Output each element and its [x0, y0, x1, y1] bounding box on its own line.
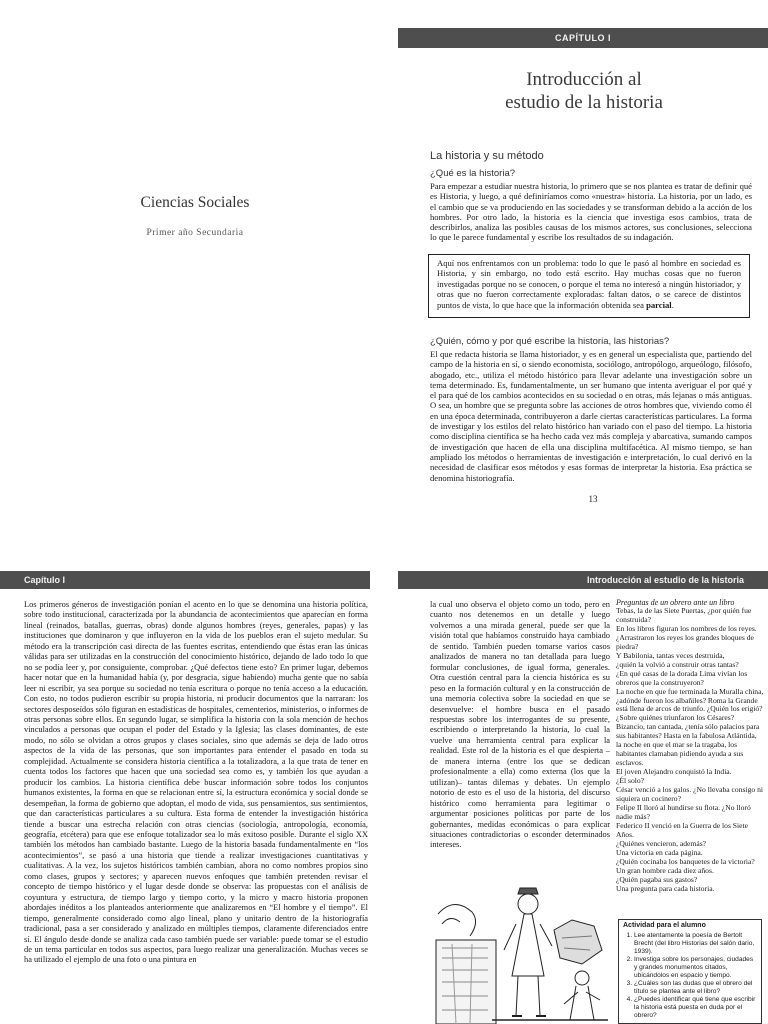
poem-line: ¿En qué casas de la dorada Lima vivían los obreros que la construyeron?	[616, 668, 748, 687]
poem-line: Bizancio, tan cantada, ¿tenía sólo palacios para sus habitantes? Hasta en la fabulosa Atlántida,	[616, 722, 760, 741]
poem-line: Una victoria en cada página.	[616, 847, 703, 857]
chapter-title	[400, 68, 768, 114]
poem-line: Y Babilonia, tantas veces destruida,	[616, 650, 725, 660]
poem-line: ¿adónde fueron los albañiles? Roma la Grande	[616, 695, 758, 705]
poem-line: Una pregunta para cada historia.	[616, 883, 715, 893]
page-2	[0, 512, 768, 1024]
activity-item: 3. ¿Cuáles son las dudas que el obrero del título se plantea ante el libro?	[634, 980, 757, 996]
poem-line: Federico II venció en la Guerra de los Siete Años.	[616, 820, 748, 839]
poem-line: ¿Quiénes vencieron, además?	[616, 838, 707, 848]
poem-line: Un gran hombre cada diez años.	[616, 865, 714, 875]
header-left-bar	[0, 571, 370, 589]
chapter-title-line-2: estudio de la historia	[505, 92, 663, 113]
chapter-bar	[398, 28, 768, 48]
cover-title: Ciencias Sociales	[140, 194, 250, 211]
poem-line: ¿quién la volvió a construir otras tantas?	[616, 659, 739, 669]
activity-item: 4. ¿Puedes identificar qué tiene que escribir la historia está puesta en duda por el obrero?	[634, 996, 757, 1020]
activity-title: Actividad para el alumno	[623, 922, 706, 929]
poem-line: está llena de arcos de triunfo. ¿Quién los erigió?	[616, 704, 763, 714]
header-right-bar	[398, 571, 768, 589]
poem-line: ¿Quién pagaba sus gastos?	[616, 874, 698, 884]
activity-list	[623, 932, 757, 1020]
column-1-text: Los primeros géneros de investigación ponían el acento en lo que se denomina una historia política, sobre todo institucional, caracterizada por la abundancia de acontecimientos que aparecían en forma lineal (reinados, batallas, guerras, obras) donde algunos hombres (reyes, generales, papas) y las instituciones que dominaron y que influyeron en la vida de los pueblos eran el sujeto medular. Su método era la transcripción casi directa de las fuentes escritas, entendiendo que éstas eran las únicas válidas para ser utilizadas en la construcción del conocimiento histórico, dejando de lado todo lo que no se podía leer y, por consiguiente, comprobar. ¿Qué defectos tiene esto? En primer lugar, debemos hacer notar que en la humanidad había (y, por desgracia, sigue habiendo) mucha gente que no sabía leer ni escribir, ya sea porque su sociedad no tenía escritura o porque no tenía acceso a la educación. Con esto, no todos pudieron escribir su propia historia, ni producir documentos que la narraran: los sectores desposeídos sólo figuran en estadísticas de hospitales, cementerios, ministerios, o informes de otras personas sobre ellos. En segundo lugar, se simplifica la historia con la sola mención de hechos vinculados a personas que ocupan el poder del Estado y la Iglesia; las clases dominantes, de este modo, no sólo se olvidan a otros grupos y clases sociales, sino que además se deja de lado otros aspectos de la vida de las personas, que son importantes para entender el pasado en toda su complejidad. Actualmente se considera historia científica a la totalizadora, a la que trata de tener en cuenta todos los factores que hacen que una sociedad sea como es, y también los que ayudan a producir los cambios. La historia científica debe buscar información sobre todos los conjuntos humanos existentes, la forma en que se relacionan entre sí, la estructura económica y social donde se desempeñan, la forma de gobierno que adoptan, el modo de vida, sus pensamientos, sus sentimientos, que dan características particulares a su cultura. Esta forma de entender la investigación histórica tiende a buscar una estrecha relación con otras ciencias (sociología, antropología, economía, geografía, etcétera) para que ese enfoque totalizador sea lo más exitoso posible. Durante el siglo XX también los métodos han cambiado bastante. Luego de la historia basada fundamentalmente en “los acontecimientos”, se pasó a una historia que tiende a realizar investigaciones cuantitativas y cualitativas. A la vez, los sujetos históricos también cambian, ahora no como nombres propios sino como clases, grupos y sectores; y aparecen nuevos enfoques que también pretenden revisar el concepto de tiempo histórico y el lugar desde donde se observa: las propuestas con el análisis de coyuntura y estructura, de tiempo largo y tiempo corto, y la micro y macro historia proponen abordajes inéditos a los planteados anteriormente que analizaremos en “El hombre y el tiempo”. El tiempo, generalmente considerado como algo lineal, plano y unitario dentro de la historiografía tradicional, pasa a ser considerado y analizado en múltiples tiempos, claramente diferenciados entre sí. El ángulo desde donde se analiza cada caso también puede ser variable: puede tomar se el estudio de un tema particular en todos sus aspectos, para luego realizar una generalización. Muchas veces se ha utilizado el ejemplo de una foto o una pintura en	[24, 600, 368, 965]
poem-line: ¿Quién cocinaba los banquetes de la victoria?	[616, 856, 755, 866]
worker-illustration	[432, 880, 612, 1024]
poem-line: César venció a los galos. ¿No llevaba consigo ni siquiera un cocinero?	[616, 785, 763, 804]
poem-line: Tebas, la de las Siete Puertas, ¿por quién fue construida?	[616, 606, 752, 624]
poem-line: El joven Alejandro conquistó la India.	[616, 767, 732, 777]
cover-subtitle: Primer año Secundaria	[146, 228, 244, 238]
poem-line: Felipe II lloró al hundirse su flota. ¿No lloró nadie más?	[616, 802, 751, 821]
poem-line: ¿Arrastraron los reyes los grandes bloques de piedra?	[616, 632, 754, 651]
poem	[616, 598, 764, 894]
poem-line: ¿Sobre quiénes triunfaron los Césares?	[616, 713, 735, 723]
chapter-title-line-1: Introducción al	[526, 69, 642, 90]
callout-text: Aquí nos enfrentamos con un problema: todo lo que le pasó al hombre en sociedad es Historia, y sin embargo, no todo está escrito. Hay muchas cosas que no fueron investigadas porque no se conocen, o porque el tema no interesó a ningún historiador, y otras que no fueron correctamente exploradas: faltan datos, o se carece de distintos puntos de vista, lo que hace que la información obtenida sea	[437, 258, 741, 310]
poem-line: La noche en que fue terminada la Muralla china,	[616, 686, 764, 696]
activity-item: 2. Investiga sobre los personajes, ciudades y grandes monumentos citados, ubicándolos en espacio y tiempo.	[634, 956, 757, 980]
column-2-text: la cual uno observa el objeto como un todo, pero en cuanto nos detenemos en un detalle y luego volvemos a una mirada general, puede ser que la visión total que habíamos construido haya cambiado de sentido. También pueden tomarse varios casos analizados de manera no tan detallada para luego formular conclusiones, de igual forma, generales. Otra cuestión central para la ciencia histórica es su peso en la formación cultural y en la construcción de una memoria colectiva sobre la sociedad en que se desenvuelve: el hombre busca en el pasado respuestas sobre los interrogantes de su presente, escribiendo o interpretando la historia, lo cual la vuelve una herramienta central para explicar la realidad. Este rol de la historia es el que despierta –de manera interna (entre los que se dedican profesionalmente a ella) como externa (los que la utilizan)– tantas dilemas y debates. Un ejemplo notorio de esto es el uso de la historia, del discurso histórico como herramienta para legitimar o argumentar posiciones políticas por parte de los gobernantes, medidas económicas o para explicar situaciones contradictorias o esconder determinados intereses.	[430, 600, 610, 850]
question-1-text: Para empezar a estudiar nuestra historia, lo primero que se nos plantea es tratar de definir qué es Historia, y luego, a qué definiríamos como «nuestra» historia. La historia, por un lado, es el cambio que se va produciendo en las sociedades y se transforman debido a la acción de los hombres. Por otro lado, la historia es la ciencia que investiga esos cambios, trata de describirlos, analiza las posibles causas de los mismos actores, sus conclusiones, selecciona lo que le parece fundamental y escribe los resultados de su indagación.	[430, 181, 752, 243]
question-2-heading: ¿Quién, cómo y por qué escribe la historia, las historias?	[430, 336, 670, 347]
section-heading: La historia y su método	[430, 150, 544, 162]
activity-item: 1. Lee atentamente la poesía de Bertolt Brecht (del libro Historias del salón dario, 1939).	[634, 932, 757, 956]
header-right-label: Introducción al estudio de la historia	[586, 575, 744, 585]
poem-line: ¿Él solo?	[616, 776, 645, 786]
illustration-drawing	[432, 880, 612, 1024]
page-number: 13	[588, 494, 598, 504]
poem-line: En los libros figuran los nombres de los reyes.	[616, 623, 757, 633]
poem-title: Preguntas de un obrero ante un libro	[616, 598, 735, 607]
callout-period: .	[671, 299, 674, 310]
callout-box	[428, 254, 750, 318]
question-1-heading: ¿Qué es la historia?	[430, 168, 516, 179]
question-2-text: El que redacta historia se llama historiador, y es en general un especialista que, partiendo del campo de la historia en sí, o siendo economista, sociólogo, antropólogo, arqueólogo, filósofo, abogado, etc., utiliza el método histórico para llevar adelante una investigación sobre un tema determinado. Es, fundamentalmente, un ser humano que intenta averiguar el por qué y el para qué de los cambios acontecidos en su sociedad o en otras, más lejanas o más antiguas. O sea, un hombre que se pregunta sobre las acciones de otros hombres que, viviendo como él en una época determinada, contribuyeron a darle ciertas características particulares. La forma de investigar y los estilos del relato histórico han variado con el paso del tiempo. La historia como disciplina científica se ha hecho cada vez más compleja y abarcativa, sumando campos de investigación que hacen de ella una disciplina multifacética. Al mismo tiempo, se han ampliado los métodos o herramientas de investigación e interpretación, lo cual derivó en la necesidad de clasificar esos métodos y esas formas de interpretar la historia. Esa práctica se denomina historiografía.	[430, 349, 752, 483]
activity-box	[618, 919, 762, 1024]
chapter-bar-label: CAPÍTULO I	[555, 33, 611, 43]
poem-line: la noche en que el mar se la tragaba, los habitantes clamaban pidiendo ayuda a sus esclavos.	[616, 740, 744, 768]
callout-bold-word: parcial	[646, 299, 672, 310]
header-left-label: Capítulo I	[24, 575, 65, 585]
